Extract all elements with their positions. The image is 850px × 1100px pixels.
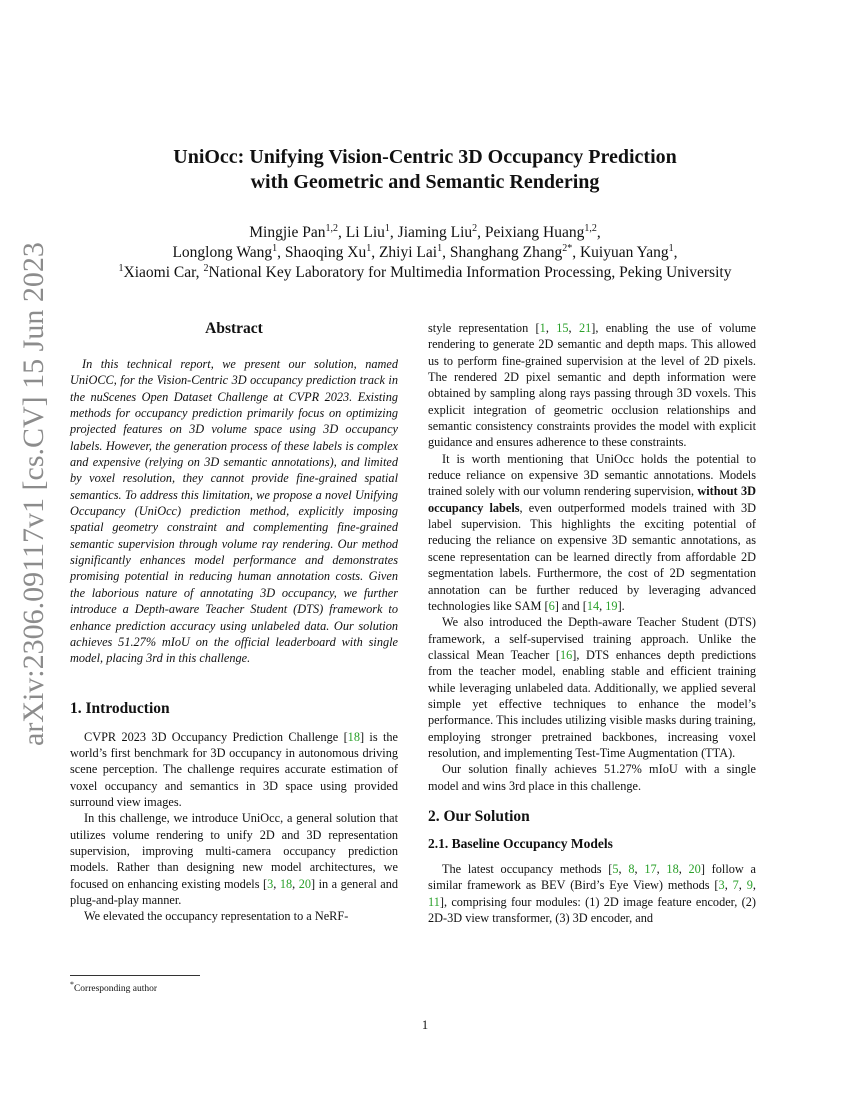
- section-heading-our-solution: 2. Our Solution: [428, 807, 530, 825]
- citation-link[interactable]: 19: [605, 598, 618, 613]
- author-line-1: Mingjie Pan$^{1,2}$, Li Liu$^1$, Jiaming Liu$^2$, Peixiang Huang$^{1,2}$,: [249, 222, 601, 241]
- citation-link[interactable]: 20: [688, 861, 701, 876]
- intro-paragraph-2: [70, 810, 398, 908]
- text-run: , even outperformed models trained with 3D label supervision. This highlights the exciting potential of reducing the reliance on expensive 3D semantic annotations, as scene representation can be learned directly from affordable 2D segmentation labels. Furthermore, the cost of 2D segmentation annotation can be further reduced by leveraging advanced technologies like SAM [: [428, 500, 756, 613]
- citation-link[interactable]: 16: [559, 647, 573, 662]
- text-run: ], DTS enhances depth predictions from the teacher model, enabling stable and efficient training while leveraging unlabeled data. Additionally, we applied several simple yet effective techniques to enhance the model’s performance. This includes utilizing visible masks during training, employing stronger pretrained backbones, increasing voxel resolution, and implementing Test-Time Augmentation (TTA).: [428, 647, 756, 760]
- citation-link[interactable]: 9: [746, 878, 753, 893]
- title-line-1: UniOcc: Unifying Vision-Centric 3D Occupancy Prediction: [173, 146, 677, 168]
- footnote-rule: [70, 975, 200, 976]
- bold-phrase: without 3D occupancy labels: [428, 484, 756, 515]
- text-run: ].: [617, 598, 625, 613]
- author-name: Peixiang Huang: [484, 224, 585, 241]
- text-run: ,: [724, 878, 733, 893]
- citation-link[interactable]: 3: [267, 876, 274, 891]
- author-name: Longlong Wang: [172, 244, 273, 261]
- citation-link[interactable]: 1: [539, 321, 546, 335]
- page-number: 1: [421, 1018, 429, 1032]
- citation-link[interactable]: 18: [279, 876, 293, 891]
- footnote-mark: *: [70, 980, 74, 989]
- paper-title: [100, 145, 750, 195]
- text-run: ,: [292, 876, 299, 891]
- author-affiliation-mark: 1: [366, 242, 372, 254]
- author-affiliation-mark: 2*: [562, 242, 573, 254]
- citation-link[interactable]: 18: [347, 729, 360, 744]
- text-run: ] follow a similar framework as BEV (Bird’s Eye View) methods [: [428, 861, 756, 893]
- intro-paragraph-1: [70, 729, 398, 811]
- text-run: ,: [656, 861, 667, 876]
- text-run: ], enabling the use of volume rendering to generate 2D semantic and depth maps. This allowed us to perform fine-grained supervision at the level of 2D pixels. The rendered 2D pixel semantic and depth information were obtained by sampling along rays passing through 3D voxels. This explicit integration of geometric occlusion relationships and semantic consistency constraints provides the model with explicit guidance and ensures adherence to these constraints.: [428, 321, 756, 450]
- author-line-2: Longlong Wang$^1$, Shaoqing Xu$^1$, Zhiyi Lai$^1$, Shanghang Zhang$^{2*}$, Kuiyuan Yang$^1$,: [172, 242, 678, 261]
- text-run: ,: [568, 321, 579, 335]
- abstract-text: In this technical report, we present our solution, named UniOCC, for the Vision-Centric 3D occupancy prediction track in the nuScenes Open Dataset Challenge at CVPR 2023. Existing methods for occupancy prediction primarily focus on optimizing projected features on 3D volume space using 3D occupancy labels. However, the generation process of these labels is complex and expensive (relying on 3D semantic annotations), and limited by voxel resolution, they cannot provide fine-grained spatial semantics. To address this limitation, we propose a novel Unifying Occupancy (UniOcc) prediction method, explicitly imposing spatial geometry constraint and complementing fine-grained semantic supervision through volume ray rendering. Our method significantly enhances model performance and demonstrates promising potential in reducing human annotation costs. Given the laborious nature of annotating 3D occupancy, we further introduce a Depth-aware Teacher Student (DTS) framework to enhance prediction accuracy using unlabeled data. Our solution achieves 51.27% mIoU on the official leaderboard with single model, placing 3rd in this challenge.: [70, 357, 398, 666]
- footnote-text: Corresponding author: [73, 984, 158, 995]
- author-name: Li Liu: [345, 224, 385, 241]
- footnote: [70, 975, 398, 995]
- left-column: [70, 320, 398, 925]
- citation-link[interactable]: 14: [586, 598, 600, 613]
- citation-link[interactable]: 17: [644, 861, 657, 876]
- citation-link[interactable]: 15: [556, 321, 569, 335]
- citation-link[interactable]: 5: [612, 861, 619, 876]
- section-heading-introduction: 1. Introduction: [70, 699, 170, 717]
- citation-link[interactable]: 11: [428, 894, 440, 909]
- right-paragraph-4: Our solution finally achieves 51.27% mIoU with a single model and wins 3rd place in this challenge.: [428, 762, 756, 793]
- text-run: ] is the world’s first benchmark for 3D occupancy in autonomous driving scene perception. The challenge requires accurate estimation of voxel occupancy and semantics in 3D space using provided surround view images.: [70, 729, 398, 809]
- citation-link[interactable]: 21: [578, 321, 592, 335]
- text-run: CVPR 2023 3D Occupancy Prediction Challenge [: [84, 729, 348, 744]
- author-affiliation-mark: 1: [272, 242, 278, 254]
- author-name: Zhiyi Lai: [378, 244, 438, 261]
- affiliations: [60, 263, 790, 283]
- author-affiliation-mark: 1,2: [584, 222, 597, 234]
- right-paragraph-2: [428, 451, 756, 614]
- text-run: ,: [273, 876, 280, 891]
- citation-link[interactable]: 20: [298, 876, 311, 891]
- text-run: ,: [545, 321, 557, 335]
- author-name: Jiaming Liu: [397, 224, 473, 241]
- author-name: Kuiyuan Yang: [579, 244, 669, 261]
- author-name: Shaoqing Xu: [284, 244, 367, 261]
- text-run: ] in a general and plug-and-play manner.: [70, 876, 399, 907]
- text-run: We also introduced the Depth-aware Teacher Student (DTS) framework, a self-supervised training approach. Unlike the classical Mean Teacher [: [428, 615, 756, 662]
- author-affiliation-mark: 1: [668, 242, 674, 254]
- author-affiliation-mark: 1: [437, 242, 443, 254]
- subsection-heading-baseline: 2.1. Baseline Occupancy Models: [428, 835, 613, 851]
- text-run: ], comprising four modules: (1) 2D image feature encoder, (2) 2D-3D view transformer, (3) 3D encoder, and: [428, 894, 756, 925]
- text-run: The latest occupancy methods [: [442, 861, 613, 876]
- text-run: ,: [599, 598, 606, 613]
- text-run: ,: [618, 861, 629, 876]
- right-paragraph-1: [428, 320, 756, 451]
- right-column: [428, 320, 756, 926]
- intro-paragraph-3: We elevated the occupancy representation to a NeRF-: [84, 909, 349, 924]
- author-block: [60, 223, 790, 283]
- text-run: ,: [738, 878, 747, 893]
- abstract-heading: Abstract: [205, 320, 263, 337]
- text-run: It is worth mentioning that UniOcc holds the potential to reduce reliance on expensive 3D semantic annotations. Models trained solely with our volumn rendering supervision,: [428, 451, 756, 499]
- author-name: Shanghang Zhang: [449, 244, 563, 261]
- text-run: ,: [678, 861, 689, 876]
- arxiv-identifier-stamp: arXiv:2306.09117v1 [cs.CV] 15 Jun 2023: [17, 242, 50, 746]
- author-affiliation-mark: 1: [384, 222, 390, 234]
- title-line-2: with Geometric and Semantic Rendering: [250, 171, 600, 193]
- right-paragraph-3: [428, 614, 756, 761]
- text-run: style representation [: [428, 321, 540, 335]
- citation-link[interactable]: 18: [666, 861, 679, 876]
- text-run: ] and [: [554, 598, 587, 613]
- text-run: ,: [634, 861, 645, 876]
- author-name: Mingjie Pan: [249, 224, 326, 241]
- citation-link[interactable]: 6: [548, 598, 555, 613]
- author-affiliation-mark: 1,2: [325, 222, 338, 234]
- author-affiliation-mark: 2: [472, 222, 478, 234]
- affiliation-mark: 1: [118, 262, 124, 274]
- citation-link[interactable]: 7: [732, 878, 739, 893]
- citation-link[interactable]: 3: [718, 878, 725, 893]
- affiliation-2: National Key Laboratory for Multimedia Information Processing, Peking University: [208, 264, 732, 281]
- text-run: ,: [752, 878, 756, 893]
- text-run: In this challenge, we introduce UniOcc, a general solution that utilizes volume rendering to unify 2D and 3D representation supervision, improving multi-camera occupancy prediction models. Rather than designing new model architectures, we focused on enhancing existing models [: [70, 811, 398, 891]
- citation-link[interactable]: 8: [628, 861, 635, 876]
- affiliation-1: Xiaomi Car,: [123, 264, 204, 281]
- right-paragraph-5: [428, 861, 756, 926]
- affiliation-mark: 2: [203, 262, 209, 274]
